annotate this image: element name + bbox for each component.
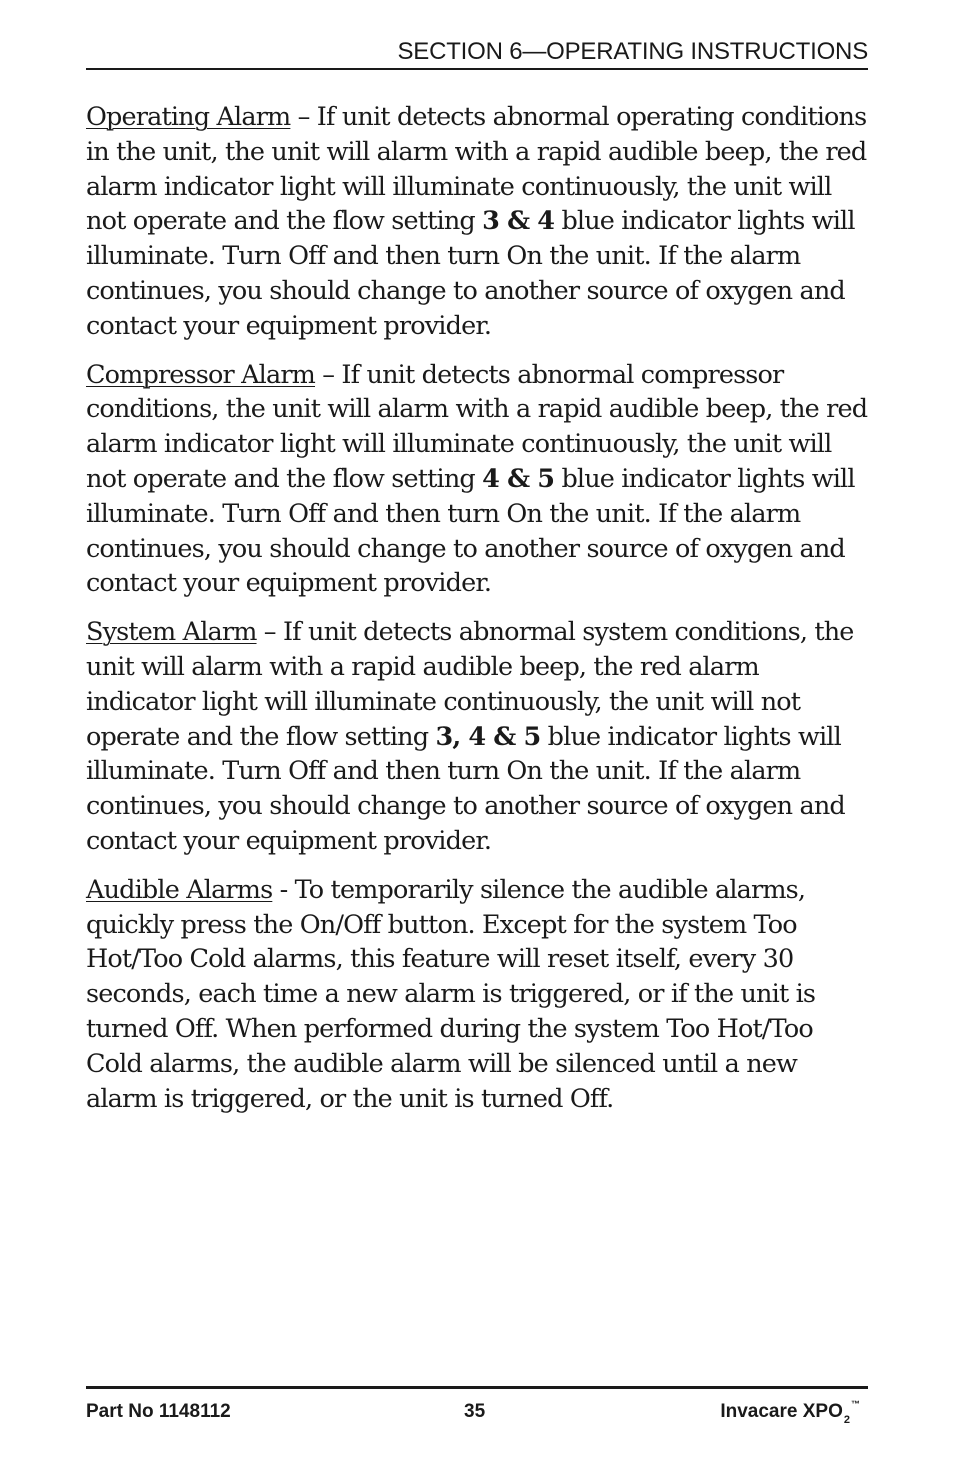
compressor-alarm-text-2: blue indicator lights will illuminate. Turn Off and then turn On the unit. If the alarm continues, you should change to another source of oxygen and contact your equipment provider. [86,463,855,599]
compressor-alarm-paragraph [86,358,868,602]
system-alarm-text-2: blue indicator lights will illuminate. Turn Off and then turn On the unit. If the alarm continues, you should change to another source of oxygen and contact your equipment provider. [86,721,845,856]
page-number: 35 [464,1401,486,1422]
system-alarm-paragraph [86,615,868,859]
product-subscript: 2 [843,1414,850,1426]
operating-alarm-text-2: blue indicator lights will illuminate. Turn Off and then turn On the unit. If the alarm continues, you should change to another source of oxygen and contact your equipment provider. [86,206,855,341]
page-footer [86,1386,868,1435]
audible-alarms-text-1: - To temporarily silence the audible alarms, quickly press the On/Off button. Except for the system Too Hot/Too Cold alarms, this feature will reset itself, every 30 seconds, each time a new alarm is triggered, or if the unit is turned Off. When performed during the system Too Hot/Too Cold alarms, the audible alarm will be silenced until a new alarm is triggered, or the unit is turned Off. [86,874,816,1114]
product-name [720,1399,860,1426]
audible-alarms-term: Audible Alarms [86,874,273,905]
operating-alarm-term: Operating Alarm [86,102,291,132]
audible-alarms-paragraph [86,873,868,1117]
compressor-alarm-lights: 4 & 5 [482,463,555,494]
product-name-text: Invacare XPO [720,1401,843,1422]
page-header [86,36,868,70]
compressor-alarm-term: Compressor Alarm [86,359,316,390]
system-alarm-text-1: – If unit detects abnormal system conditions, the unit will alarm with a rapid audible beep, the red alarm indicator light will illuminate continuously, the unit will not operate and the flow setting [86,617,854,752]
section-title: SECTION 6—OPERATING INSTRUCTIONS [397,38,868,65]
operating-alarm-lights: 3 & 4 [482,206,555,237]
system-alarm-lights: 3, 4 & 5 [435,721,541,752]
part-number: Part No 1148112 [86,1401,231,1422]
trademark-symbol: ™ [851,1399,860,1409]
operating-alarm-paragraph [86,100,868,344]
system-alarm-term: System Alarm [86,617,257,648]
compressor-alarm-text-1: – If unit detects abnormal compressor conditions, the unit will alarm with a rapid audible beep, the red alarm indicator light will illuminate continuously, the unit will not operate and the flow setting [86,359,868,494]
operating-alarm-text-1: – If unit detects abnormal operating conditions in the unit, the unit will alarm with a rapid audible beep, the red alarm indicator light will illuminate continuously, the unit will not operate and the flow setting [86,102,867,237]
page-content [86,100,868,1130]
